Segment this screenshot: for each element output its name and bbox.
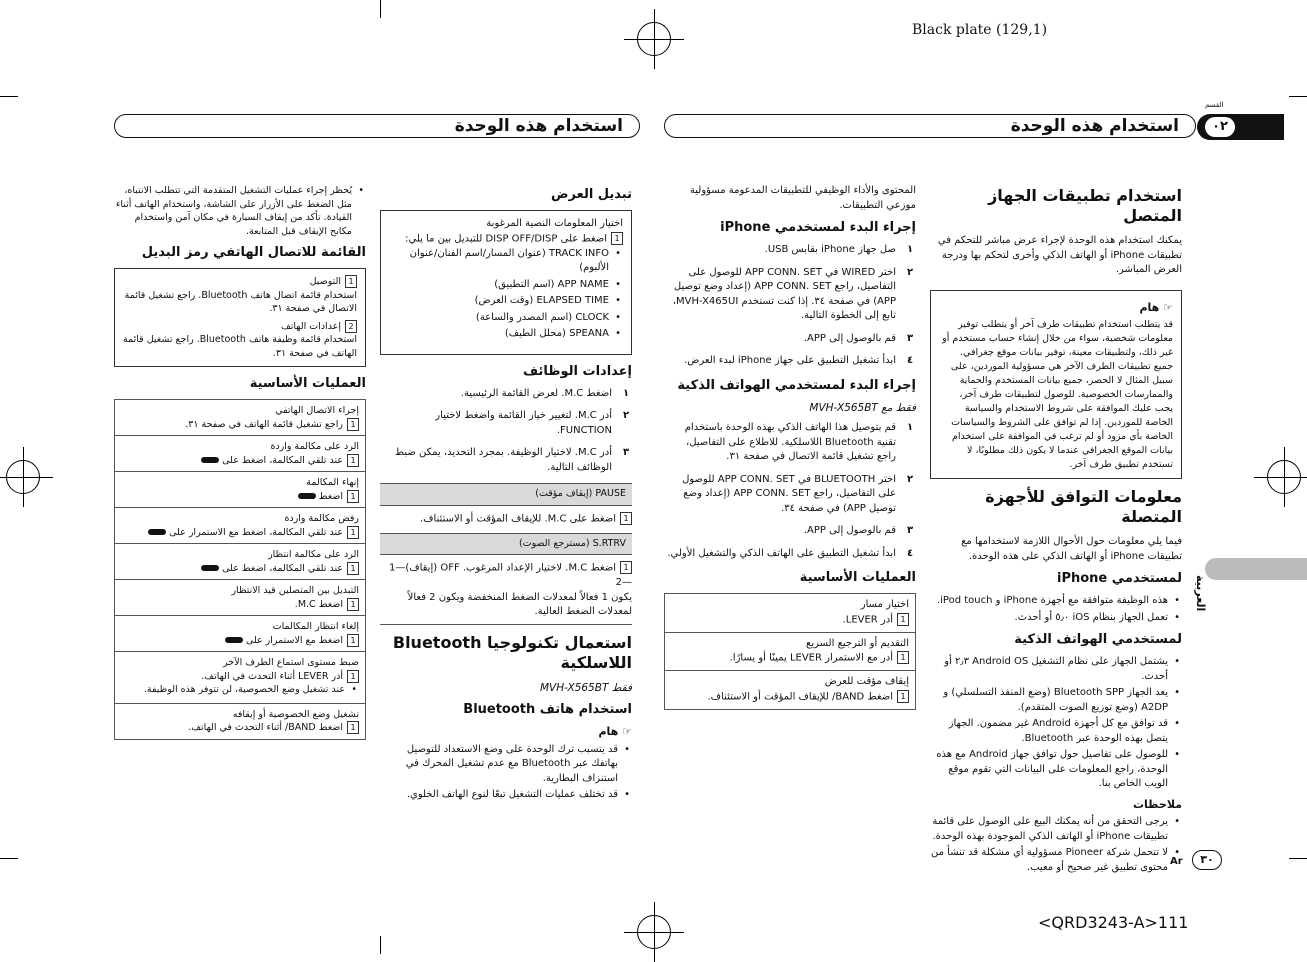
- step: ٢ اختر BLUETOOTH في APP CONN. SET للوصول على التفاصيل، راجع APP CONN. SET (إعداد وضع توصيل APP) في صفحة ٣٤.: [682, 473, 914, 514]
- crop-mark: [0, 858, 18, 859]
- doc-code: <QRD3243-A>111: [1038, 913, 1189, 932]
- registration-mark: [637, 915, 671, 949]
- step: ١ قم بتوصيل هذا الهاتف الذكي بهذه الوحدة باستخدام تقنية Bluetooth اللاسلكية. للاطلاع على التفاصيل، راجع تشغيل قائمة الاتصال في صفحة ٣١.: [684, 422, 914, 462]
- iphone-bullets: [930, 594, 1182, 625]
- heading-smartphone-start: إجراء البدء لمستخدمي الهواتف الذكية: [677, 377, 916, 393]
- list-item: • يعد الجهاز Bluetooth SPP (وضع المنفذ التسلسلي) و A2DP (وضع توزيع الصوت المتقدم).: [930, 686, 1182, 715]
- table-row: التبديل بين المتصلين قيد الانتظار 1اضغط M.C.: [115, 580, 365, 616]
- crop-mark: [380, 0, 381, 18]
- column-start-procedure: [664, 184, 916, 718]
- header-pill-left: [114, 114, 640, 138]
- content-intro: المحتوى والأداء الوظيفي للتطبيقات المدعومة مسؤولية موزعي التطبيقات.: [689, 185, 916, 211]
- registration-mark: [6, 460, 40, 494]
- plate-label: Black plate (129,1): [912, 22, 1048, 38]
- step: ١ صل جهاز iPhone بقابس USB.: [764, 244, 914, 255]
- heading-bluetooth-phone: استخدام هاتف Bluetooth: [463, 702, 632, 717]
- step: ٤ ابدأ تشغيل التطبيق على الهاتف الذكي والتشغيل الأولي.: [667, 547, 914, 559]
- crop-mark: [1289, 858, 1307, 859]
- pause-step: اضغط على M.C. للإيقاف المؤقت أو الاستئناف.: [419, 513, 616, 524]
- list-item: • يشتمل الجهاز على نظام التشغيل Android OS ٢٫٣ أو أحدث.: [930, 655, 1182, 684]
- heading-basic-ops: العمليات الأساسية: [799, 570, 916, 585]
- heading-basic-phone-ops: العمليات الأساسية: [249, 376, 366, 391]
- display-box: اختيار المعلومات النصية المرغوبة 1اضغط على DISP OFF/DISP للتبديل بين ما يلي: • TRACK INFO (عنوان المسار/اسم الفنان/عنوان الألبوم) • APP NAME (اسم التطبيق) • ELAPSED TIME (وقت العرض) • CLOCK (اسم المصدر والساعة) • SPEANA (محلل الطيف): [380, 210, 632, 355]
- list-item: • SPEANA (محلل الطيف): [389, 327, 623, 342]
- list-item: • قد توافق مع كل أجهزة Android غير مضمون. الجهاز يتصل بهذه الوحدة عبر Bluetooth.: [930, 717, 1182, 746]
- srtrv-bar: S.RTRV (مسترجع الصوت): [380, 533, 632, 556]
- section-label: القسم: [1205, 101, 1224, 109]
- basic-ops-table: [664, 593, 916, 710]
- phone-ops-table: [114, 399, 366, 740]
- smartphone-bullets: [930, 655, 1182, 792]
- phone-answer-icon: [201, 565, 219, 571]
- list-item: • ELAPSED TIME (وقت العرض): [389, 294, 623, 309]
- page-number: ٣٠: [1192, 850, 1222, 870]
- table-row: إجراء الاتصال الهاتفي 1راجع تشغيل قائمة الهاتف في صفحة ٣١.: [115, 400, 365, 436]
- table-row: رفض مكالمة واردة 1عند تلقي المكالمة، اضغط مع الاستمرار على: [115, 508, 365, 544]
- heading-compat: معلومات التوافق للأجهزة المتصلة: [985, 487, 1182, 526]
- important-note-box: [930, 290, 1182, 480]
- table-row: إلغاء انتظار المكالمات 1اضغط مع الاستمرار على: [115, 616, 365, 652]
- srtrv-step: اضغط M.C. لاختيار الإعداد المرغوب. OFF (إيقاف)—1—2: [388, 562, 632, 588]
- list-item: • قد يتسبب ترك الوحدة على وضع الاستعداد للتوصيل بهاتفك عبر Bluetooth مع عدم تشغيل المحرك في استنزاف البطارية.: [380, 743, 632, 787]
- heading-iphone-users: لمستخدمي iPhone: [1057, 571, 1182, 586]
- srtrv-note: يكون 1 فعالاً لمعدلات الضغط المنخفضة ويكون 2 فعالاً لمعدلات الضغط العالية.: [380, 591, 632, 625]
- table-row: ضبط مستوى استماع الطرف الآخر 1أدر LEVER أثناء التحدث في الهاتف. • عند تشغيل وضع الخصوصية، لن تتوفر هذه الوظيفة.: [115, 652, 365, 704]
- list-item: • يُحظر إجراء عمليات التشغيل المتقدمة التي تتطلب الانتباه، مثل الضغط على الأزرار على الشاشة، واستخدام الهاتف أثناء القيادة. تأكد من إيقاف السيارة في مكان آمن واستخدام مكابح الإيقاف قبل المتابعة.: [114, 184, 366, 238]
- list-item: • للوصول على تفاصيل حول توافق جهاز Android مع هذه الوحدة، راجع المعلومات على البيانات التي تقوم موقع الويب الخاص بنا.: [930, 748, 1182, 792]
- important-text: قد يتطلب استخدام تطبيقات طرف آخر أو يتطلب توفير معلومات شخصية، سواء من خلال إنشاء حساب مستخدم أو غير ذلك، ولتطبيقات معينة، توفير بيانات موقع جغرافي. جميع تطبيقات الطرف الآخر هي مسؤولية الموردين، على سبيل المثال لا الحصر، جميع بيانات المستخدم والحماية والممارسات الخصوصية. للوصول لتطبيقات طرف آخر، يجب عليك الموافقة على شروط الاستخدام والسياسة الخاصة للموردين. إذا لم توافق على الشروط والسياسات الخاصة بأي مزود أو لم ترغب في الموافقة على استخدام بيانات الموقع الجغرافي عندما لا يكون ذلك مطلوبًا، لا تستخدم تطبيق طرف آخر.: [942, 319, 1173, 470]
- list-item: • CLOCK (اسم المصدر والساعة): [389, 311, 623, 326]
- language-side-tab: [1205, 558, 1307, 580]
- heading-bluetooth: استعمال تكنولوجيا Bluetooth اللاسلكية: [392, 632, 632, 672]
- column-display: تبديل العرض اختيار المعلومات النصية المرغوبة 1اضغط على DISP OFF/DISP للتبديل بين ما يلي: • TRACK INFO (عنوان المسار/اسم الفنان/عنوان الألبوم) • APP NAME (اسم التطبيق) • ELAPSED TIME (وقت العرض) • CLOCK (اسم المصدر والساعة) • SPEANA (محلل الطيف) إعدادات الوظائف ١ اضغط M.C. لعرض القائمة الرئيسية. ٢ أدر M.C. لتغيير خيار القائمة واضغط لاختيار FUNCTION. ٣ أدر M.C. لاختيار الوظيفة. بمجرد التحديد، يمكن ضبط الوظائف التالية. PAUSE (إيقاف مؤقت) 1اضغط على M.C. للإيقاف المؤقت أو الاستئناف. S.RTRV (مسترجع الصوت) 1اضغط M.C. لاختيار الإعداد المرغوب. OFF (إيقاف)—1—2 يكون 1 فعالاً لمعدلات الضغط المنخفضة ويكون 2 فعالاً لمعدلات الضغط العالية. استعمال تكنولوجيا Bluetooth اللاسلكية فقط MVH-X565BT استخدام هاتف Bluetooth ☞ هام • قد يتسبب ترك الوحدة على وضع الاستعداد للتوصيل بهاتفك عبر Bluetooth مع عدم تشغيل المحرك في استنزاف البطارية. • قد تختلف عمليات التشغيل تبعًا لنوع الهاتف الخلوي.: [380, 180, 632, 809]
- section-number: ٠٢: [1205, 117, 1235, 137]
- bluetooth-bullets: [380, 743, 632, 803]
- pause-bar: PAUSE (إيقاف مؤقت): [380, 483, 632, 506]
- step: ٣ قم بالوصول إلى APP.: [803, 332, 914, 344]
- important-title: هام: [1139, 300, 1160, 314]
- step: ٤ ابدأ تشغيل التطبيق على جهاز iPhone لبدء العرض.: [684, 355, 914, 366]
- important-title: هام: [598, 725, 619, 738]
- step: ١ اضغط M.C. لعرض القائمة الرئيسية.: [460, 387, 630, 399]
- heading-settings: إعدادات الوظائف: [523, 363, 632, 379]
- crop-mark: [380, 936, 381, 954]
- heading-display: تبديل العرض: [551, 187, 632, 202]
- notes-bullets: [930, 815, 1182, 875]
- page-lang: Ar: [1170, 856, 1183, 867]
- list-item: • تعمل الجهاز بنظام iOS ٥٫٠ أو أحدث.: [930, 611, 1182, 626]
- heading-notes: ملاحظات: [1133, 797, 1182, 811]
- table-row: اختيار مسار 1أدر LEVER.: [665, 594, 915, 633]
- warning-bullets: [114, 184, 366, 238]
- table-row: التقديم أو الترجيع السريع 1أدر مع الاستمرار LEVER يمينًا أو يسارًا.: [665, 633, 915, 672]
- table-row: الرد على مكالمة انتظار 1عند تلقي المكالمة، اضغط على: [115, 544, 365, 580]
- phone-answer-icon: [201, 457, 219, 463]
- phone-end-icon: [298, 493, 316, 499]
- table-row: تشغيل وضع الخصوصية أو إيقافه 1اضغط BAND/ أثناء التحدث في الهاتف.: [188, 708, 359, 733]
- step: ٢ اختر WIRED في APP CONN. SET للوصول على التفاصيل، راجع APP CONN. SET (إعداد وضع توصيل APP) في صفحة ٣٤. إذا كنت تستخدم MVH-X465UI، تابع إلى الخطوة التالية.: [672, 266, 914, 321]
- apps-intro: يمكنك استخدام هذه الوحدة لإجراء عرض مباشر للتحكم في تطبيقات iPhone أو الهاتف الذكي وأخرى لتحكم بها ودرجة العرض المباشر.: [937, 235, 1182, 275]
- list-item: • APP NAME (اسم التطبيق): [389, 278, 623, 293]
- header-pill-right: [664, 114, 1196, 138]
- registration-mark: [1267, 460, 1301, 494]
- column-apps: [930, 180, 1182, 881]
- list-item: • TRACK INFO (عنوان المسار/اسم الفنان/عنوان الألبوم): [389, 247, 623, 276]
- heading-phone-menu: القائمة للاتصال الهاتفي رمز البديل: [141, 245, 366, 260]
- compat-intro: فيما يلي معلومات حول الأحوال اللازمة لاستخدامها مع تطبيقات iPhone أو الهاتف الذكي على هذه الوحدة.: [961, 536, 1182, 562]
- step: ٣ أدر M.C. لاختيار الوظيفة. بمجرد التحديد، يمكن ضبط الوظائف التالية.: [394, 447, 630, 473]
- crop-mark: [0, 96, 18, 97]
- table-row: إنهاء المكالمة 1اضغط: [115, 472, 365, 508]
- list-item: • هذه الوظيفة متوافقة مع أجهزة iPhone و iPod touch.: [930, 594, 1182, 609]
- important-icon: ☞: [622, 725, 632, 738]
- model-note: فقط MVH-X565BT: [539, 681, 632, 694]
- header-title-left: استخدام هذه الوحدة: [454, 116, 623, 136]
- column-phone: [114, 184, 366, 748]
- language-side-label: العربية: [1194, 575, 1207, 612]
- table-row: الرد على مكالمة واردة 1عند تلقي المكالمة، اضغط على: [115, 436, 365, 472]
- phone-reject-icon: [148, 529, 166, 535]
- heading-iphone-start: إجراء البدء لمستخدمي iPhone: [720, 220, 916, 235]
- list-item: • لا تتحمل شركة Pioneer مسؤولية أي مشكلة قد تنشأ من محتوى تطبيق غير صحيح أو معيب.: [930, 846, 1182, 875]
- step: ٣ قم بالوصول إلى APP.: [803, 525, 914, 536]
- important-icon: ☞: [1163, 300, 1173, 314]
- heading-smartphone-users: لمستخدمي الهواتف الذكية: [1014, 632, 1182, 647]
- phone-end-icon: [225, 637, 243, 643]
- model-note: فقط مع MVH-X565BT: [809, 401, 916, 414]
- phone-menu-box: 1التوصيل استخدام قائمة اتصال هاتف Bluetooth. راجع تشغيل قائمة الاتصال في صفحة ٣١. 2إعدادات الهاتف استخدام قائمة وظيفة هاتف Bluetooth. راجع تشغيل قائمة الهاتف في صفحة ٣١.: [114, 268, 366, 367]
- table-row: إيقاف مؤقت للعرض 1اضغط BAND/ للإيقاف المؤقت أو الاستئناف.: [707, 676, 909, 702]
- registration-mark: [637, 22, 671, 56]
- header-title-right: استخدام هذه الوحدة: [1010, 116, 1179, 136]
- list-item: • عند تشغيل وضع الخصوصية، لن تتوفر هذه الوظيفة.: [121, 683, 359, 697]
- list-item: • يرجى التحقق من أنه يمكنك البيع على الوصول على قائمة تطبيقات iPhone أو الهاتف الذكي الموجودة بهذه الوحدة.: [930, 815, 1182, 844]
- step: ٢ أدر M.C. لتغيير خيار القائمة واضغط لاختيار FUNCTION.: [435, 410, 630, 436]
- list-item: • قد تختلف عمليات التشغيل تبعًا لنوع الهاتف الخلوي.: [380, 788, 632, 803]
- heading-apps: استخدام تطبيقات الجهاز المتصل: [988, 186, 1182, 225]
- display-options: [389, 247, 623, 342]
- crop-mark: [1289, 96, 1307, 97]
